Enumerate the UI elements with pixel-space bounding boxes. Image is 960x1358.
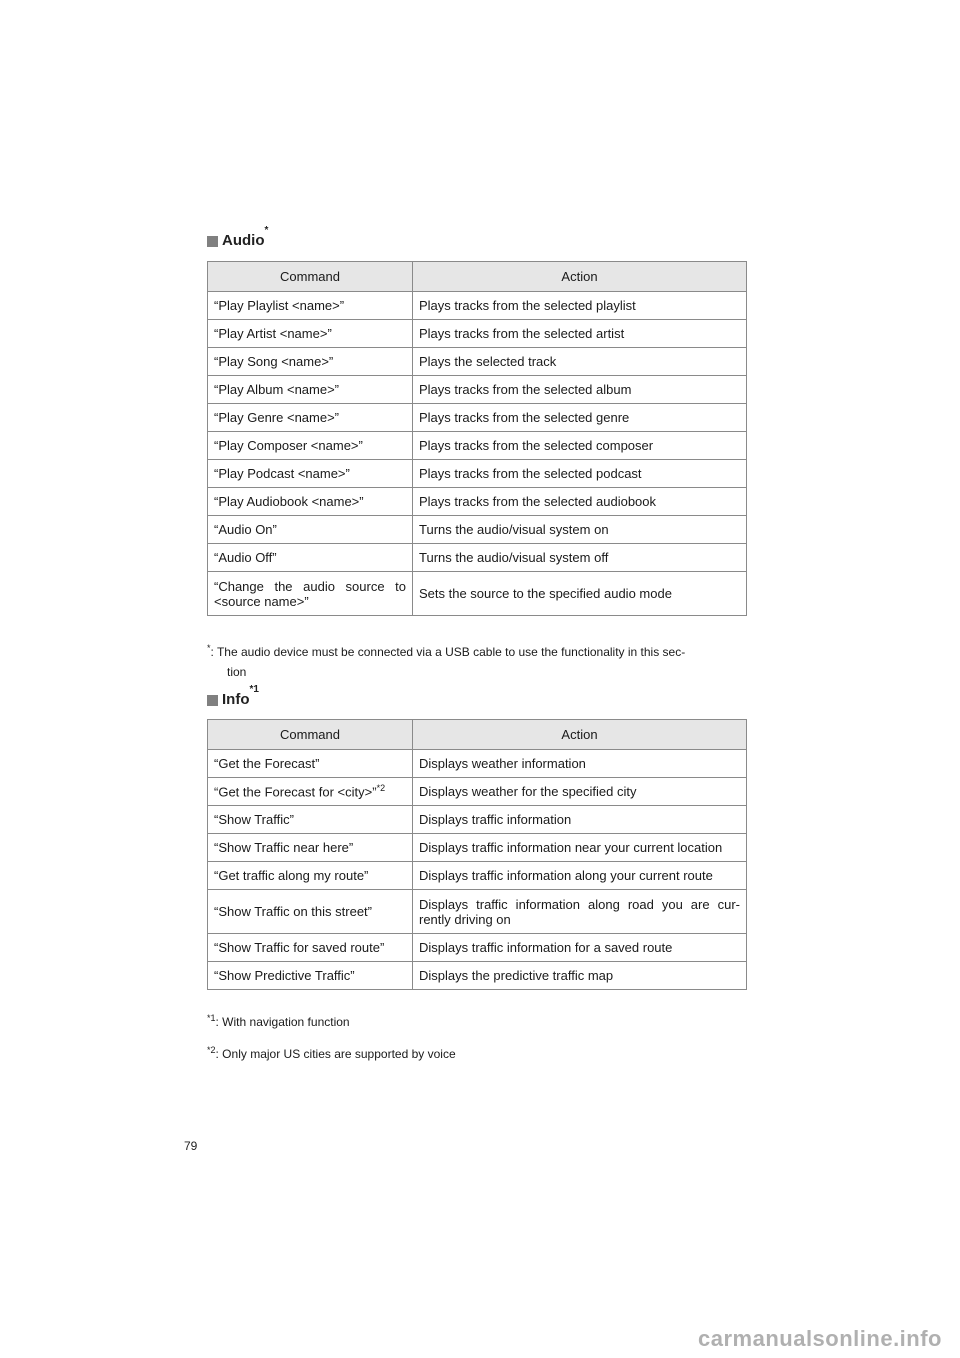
table-row bbox=[208, 544, 747, 572]
command-cell: “Play Podcast <name>” bbox=[208, 460, 413, 488]
action-cell: Plays tracks from the selected composer bbox=[413, 432, 747, 460]
footnote-text: : With navigation function bbox=[215, 1015, 350, 1029]
footnote-text: : The audio device must be connected via a USB cable to use the functionality in this sec- bbox=[210, 645, 686, 659]
command-cell bbox=[208, 778, 413, 806]
audio-footnote-line-2: tion bbox=[227, 665, 247, 679]
footnote-mark: * bbox=[207, 643, 211, 653]
info-footnote-1 bbox=[207, 1008, 747, 1032]
command-cell: “Show Traffic on this street” bbox=[208, 890, 413, 934]
command-cell: “Show Traffic near here” bbox=[208, 834, 413, 862]
command-cell: “Play Artist <name>” bbox=[208, 320, 413, 348]
action-line-1: Displays traffic information along road you are cur- bbox=[419, 896, 740, 912]
action-cell: Plays tracks from the selected artist bbox=[413, 320, 747, 348]
audio-heading: Audio * bbox=[207, 232, 268, 249]
table-row bbox=[208, 404, 747, 432]
command-cell: “Audio Off” bbox=[208, 544, 413, 572]
info-heading-text: Info bbox=[222, 691, 250, 708]
action-cell: Displays traffic information bbox=[413, 806, 747, 834]
table-row bbox=[208, 320, 747, 348]
info-command-table bbox=[207, 719, 747, 990]
table-row bbox=[208, 432, 747, 460]
action-line-2: rently driving on bbox=[419, 911, 511, 927]
table-row bbox=[208, 292, 747, 320]
square-bullet-icon bbox=[207, 695, 218, 706]
table-row bbox=[208, 778, 747, 806]
info-footnote-2 bbox=[207, 1040, 747, 1064]
table-row bbox=[208, 516, 747, 544]
table-row bbox=[208, 962, 747, 990]
watermark[interactable]: carmanualsonline.info bbox=[698, 1326, 942, 1351]
footnote-text: : Only major US cities are supported by voice bbox=[215, 1047, 456, 1061]
action-cell: Plays the selected track bbox=[413, 348, 747, 376]
action-cell: Displays weather information bbox=[413, 750, 747, 778]
action-cell: Plays tracks from the selected audiobook bbox=[413, 488, 747, 516]
page-number: 79 bbox=[184, 1139, 198, 1153]
action-cell bbox=[413, 890, 747, 934]
command-header: Command bbox=[208, 262, 413, 292]
command-cell: “Get traffic along my route” bbox=[208, 862, 413, 890]
command-cell: “Play Album <name>” bbox=[208, 376, 413, 404]
table-row bbox=[208, 572, 747, 616]
action-cell: Plays tracks from the selected podcast bbox=[413, 460, 747, 488]
command-line-2: <source name>” bbox=[214, 593, 309, 609]
table-row bbox=[208, 862, 747, 890]
command-cell: “Audio On” bbox=[208, 516, 413, 544]
info-heading: Info $^{*1}$ bbox=[207, 691, 259, 708]
command-cell: “Play Playlist <name>” bbox=[208, 292, 413, 320]
command-header: Command bbox=[208, 720, 413, 750]
action-header: Action bbox=[413, 720, 747, 750]
command-text: “Get the Forecast for <city>” bbox=[214, 784, 377, 800]
table-row bbox=[208, 460, 747, 488]
action-cell: Displays traffic information near your current location bbox=[413, 834, 747, 862]
command-cell: “Show Traffic” bbox=[208, 806, 413, 834]
table-row bbox=[208, 488, 747, 516]
command-cell: “Play Audiobook <name>” bbox=[208, 488, 413, 516]
action-cell: Displays traffic information for a saved route bbox=[413, 934, 747, 962]
square-bullet-icon bbox=[207, 236, 218, 247]
table-header-row bbox=[208, 262, 747, 292]
table-row bbox=[208, 834, 747, 862]
action-cell: Displays traffic information along your current route bbox=[413, 862, 747, 890]
audio-footnote-line-1 bbox=[207, 638, 747, 662]
command-cell: “Play Genre <name>” bbox=[208, 404, 413, 432]
command-cell: “Show Traffic for saved route” bbox=[208, 934, 413, 962]
command-cell: “Show Predictive Traffic” bbox=[208, 962, 413, 990]
command-mark: *2 bbox=[376, 783, 386, 794]
action-cell: Plays tracks from the selected genre bbox=[413, 404, 747, 432]
table-header-row bbox=[208, 720, 747, 750]
action-header: Action bbox=[413, 262, 747, 292]
table-row bbox=[208, 750, 747, 778]
command-cell: “Play Composer <name>” bbox=[208, 432, 413, 460]
footnote-mark: *2 bbox=[207, 1045, 216, 1055]
command-cell bbox=[208, 572, 413, 616]
action-cell: Displays the predictive traffic map bbox=[413, 962, 747, 990]
audio-command-table bbox=[207, 261, 747, 616]
command-cell: “Get the Forecast” bbox=[208, 750, 413, 778]
table-row bbox=[208, 806, 747, 834]
action-cell: Turns the audio/visual system off bbox=[413, 544, 747, 572]
action-cell: Plays tracks from the selected album bbox=[413, 376, 747, 404]
audio-footnote bbox=[207, 638, 747, 682]
action-cell: Sets the source to the specified audio mode bbox=[413, 572, 747, 616]
action-cell: Plays tracks from the selected playlist bbox=[413, 292, 747, 320]
footnote-mark: *1 bbox=[207, 1013, 216, 1023]
table-row bbox=[208, 348, 747, 376]
action-cell: Displays weather for the specified city bbox=[413, 778, 747, 806]
table-row bbox=[208, 934, 747, 962]
command-line-1: “Change the audio source to bbox=[214, 578, 406, 594]
table-row bbox=[208, 890, 747, 934]
command-cell: “Play Song <name>” bbox=[208, 348, 413, 376]
action-cell: Turns the audio/visual system on bbox=[413, 516, 747, 544]
audio-heading-text: Audio bbox=[222, 232, 265, 249]
table-row bbox=[208, 376, 747, 404]
